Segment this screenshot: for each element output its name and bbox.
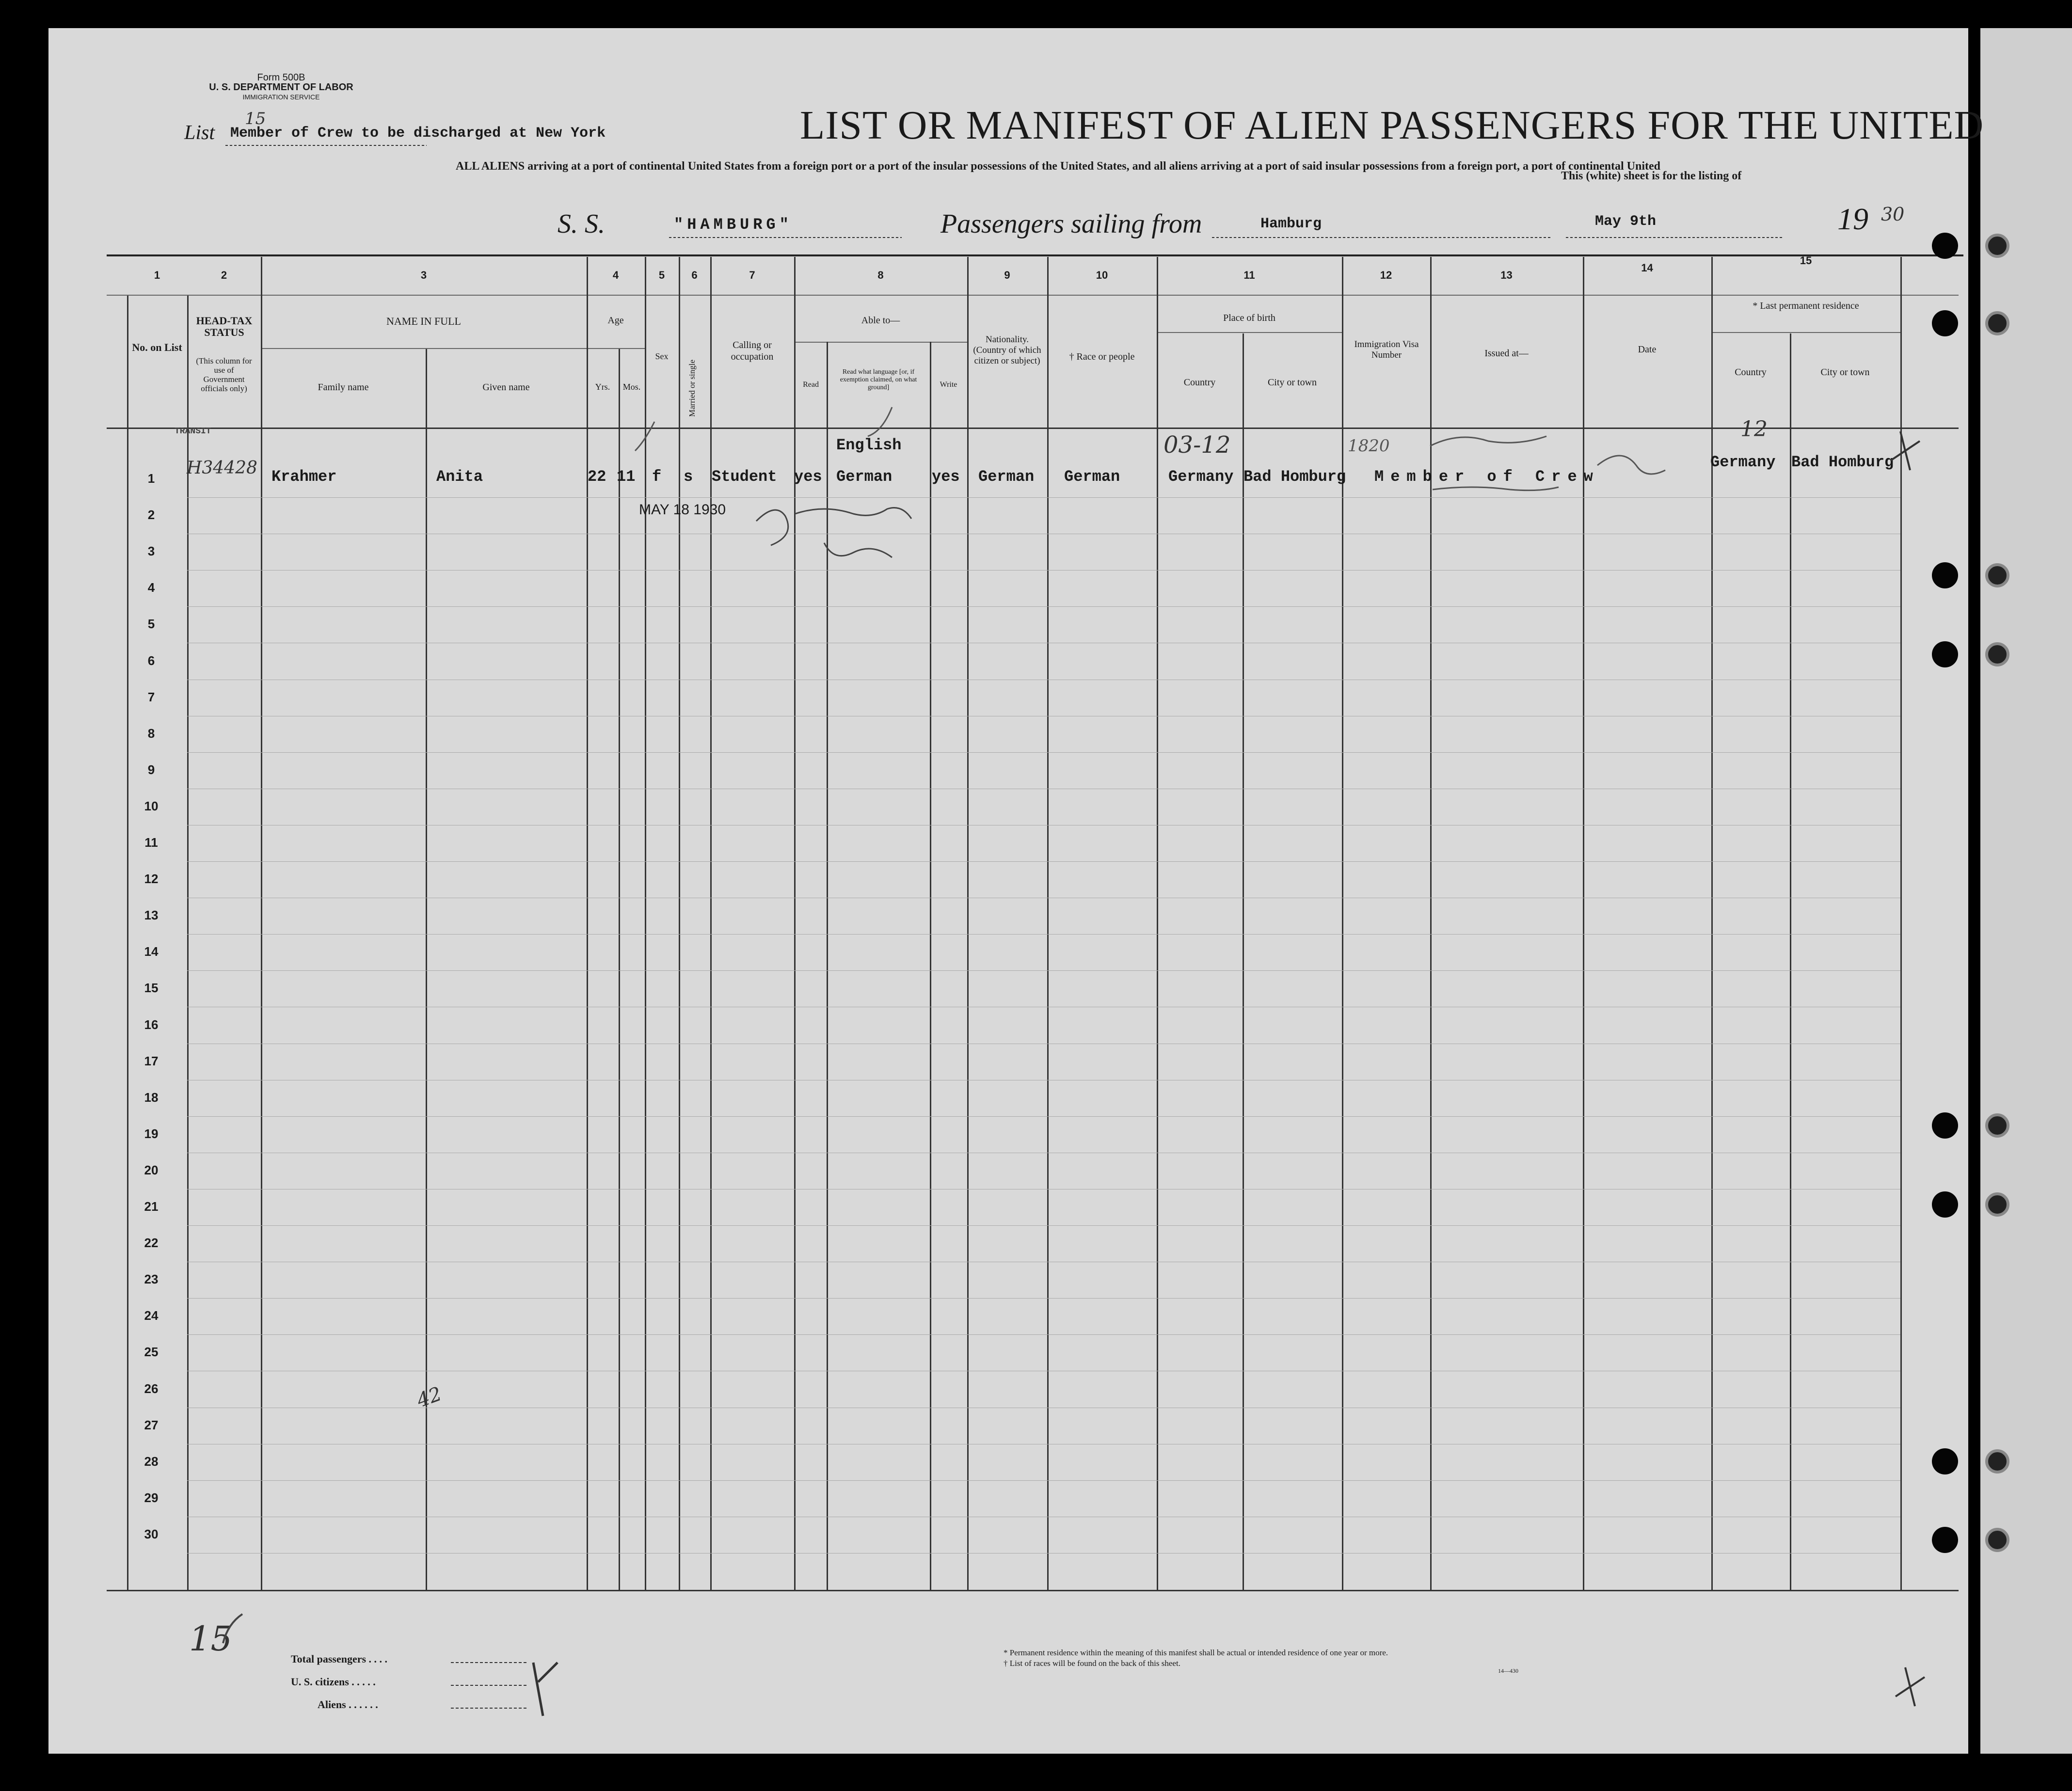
header-birth-city: City or town (1267, 377, 1317, 388)
header-yrs: Yrs. (595, 382, 610, 392)
punch-hole (1932, 1527, 1958, 1553)
left-margin-number: 15 (189, 1619, 233, 1659)
footer-aliens: Aliens . . . . . . (318, 1698, 378, 1711)
header-date: Date (1638, 344, 1657, 355)
form-number: Form 500B (257, 72, 305, 83)
date-stamp: MAY 18 1930 (639, 502, 726, 518)
list-number: 15 (245, 109, 266, 128)
colnum-4: 4 (612, 269, 619, 281)
punch-hole (1985, 311, 2009, 335)
punch-hole (1932, 310, 1958, 336)
colnum-12: 12 (1380, 269, 1392, 281)
header-place-of-birth: Place of birth (1223, 313, 1275, 323)
row-number: 21 (144, 1199, 159, 1214)
nationality-row1: German (978, 468, 1035, 486)
punch-hole (1932, 1112, 1958, 1139)
row-number: 22 (144, 1236, 159, 1250)
marital-row1: s (684, 468, 693, 486)
read-row1: yes (794, 468, 822, 486)
colnum-10: 10 (1096, 269, 1108, 281)
row-number: 17 (144, 1054, 159, 1068)
residence-code: 12 (1740, 417, 1768, 442)
header-sex: Sex (655, 351, 669, 361)
header-able-to: Able to— (861, 315, 900, 326)
ship-name: "HAMBURG" (674, 216, 793, 234)
year-prefix: 19 (1837, 202, 1868, 236)
departure-port: Hamburg (1260, 216, 1322, 232)
header-birth-country: Country (1183, 377, 1216, 388)
header-write: Write (940, 380, 957, 389)
write-row1: yes (932, 468, 960, 486)
punch-hole (1985, 1113, 2009, 1138)
row-number: 10 (144, 799, 159, 813)
header-read-language: Read what language [or, if exemption claimed, on what ground] (840, 368, 917, 391)
note-permanent-residence: * Permanent residence within the meaning of this manifest shall be actual or intended residence of one year or more. (1004, 1648, 1388, 1657)
colnum-1: 1 (154, 269, 160, 281)
occupation-row1: Student (712, 468, 777, 486)
res-city-row1: Bad Homburg (1791, 453, 1894, 471)
head-tax-number: H34428 (187, 458, 257, 478)
punch-hole (1932, 1191, 1958, 1218)
service-name: IMMIGRATION SERVICE (242, 93, 320, 101)
given-name-row1: Anita (436, 468, 483, 486)
row-number: 2 (147, 507, 155, 522)
colnum-3: 3 (420, 269, 427, 281)
header-calling: Calling or occupation (731, 340, 774, 362)
header-mos: Mos. (622, 382, 641, 392)
header-name-in-full: NAME IN FULL (386, 315, 461, 327)
row-number: 29 (144, 1490, 159, 1505)
row-number: 18 (144, 1090, 159, 1105)
colnum-2: 2 (221, 269, 227, 281)
row-number: 13 (144, 908, 159, 922)
us-citizens-label: U. S. citizens (291, 1676, 349, 1688)
colnum-13: 13 (1500, 269, 1513, 281)
sex-row1: f (652, 468, 662, 486)
visa-code: 1820 (1348, 436, 1390, 456)
row-number: 27 (144, 1418, 159, 1432)
punch-hole (1985, 563, 2009, 587)
header-visa-number: Immigration Visa Number (1354, 339, 1419, 360)
header-family-name: Family name (318, 382, 369, 393)
sailing-label: Passengers sailing from (940, 209, 1202, 239)
row-number: 7 (147, 690, 155, 704)
punch-hole (1985, 234, 2009, 258)
department-name: U. S. DEPARTMENT OF LABOR (209, 82, 353, 93)
birth-city-row1: Bad Homburg (1243, 468, 1346, 486)
colnum-15: 15 (1800, 254, 1812, 267)
header-head-tax-note: (This column for use of Government officials only) (196, 356, 252, 393)
row-number: 28 (144, 1454, 159, 1469)
row-number: 5 (147, 617, 155, 631)
row-number: 9 (147, 762, 155, 777)
colnum-7: 7 (749, 269, 755, 281)
age-mos-row1: 11 (617, 468, 636, 486)
margin-number: 42 (414, 1382, 445, 1412)
header-age: Age (607, 315, 624, 326)
birth-country-row1: Germany (1168, 468, 1234, 486)
race-row1: German (1064, 468, 1120, 486)
footer-us-citizens: U. S. citizens . . . . . (291, 1676, 376, 1688)
total-passengers-label: Total passengers (291, 1653, 367, 1665)
punch-hole (1985, 1192, 2009, 1217)
row-number: 25 (144, 1345, 159, 1359)
colnum-5: 5 (658, 269, 665, 281)
ss-label: S. S. (558, 209, 605, 239)
birth-code: 03-12 (1164, 431, 1231, 459)
row-number: 12 (144, 872, 159, 886)
punch-hole (1932, 1448, 1958, 1474)
header-issued-at: Issued at— (1484, 348, 1529, 359)
row-number: 14 (144, 944, 159, 959)
subtitle-line-1: ALL ALIENS arriving at a port of continental United States from a foreign port or a port of the insular possessions of the United States, and all aliens arriving at a port of said insular possessions from a foreign port, a port of continental United (456, 160, 1660, 173)
punch-hole (1932, 641, 1958, 667)
row-number: 19 (144, 1126, 159, 1141)
header-married: Married or single (687, 359, 697, 417)
punch-hole (1985, 1528, 2009, 1552)
punch-hole (1985, 1449, 2009, 1474)
row-number: 24 (144, 1308, 159, 1323)
header-given-name: Given name (482, 382, 530, 393)
row-number: 15 (144, 981, 159, 995)
header-res-country: Country (1735, 367, 1767, 378)
row-number: 16 (144, 1017, 159, 1032)
header-last-residence: * Last permanent residence (1753, 301, 1859, 311)
row-number: 3 (147, 544, 155, 558)
family-name-row1: Krahmer (271, 468, 337, 486)
row-number: 8 (147, 726, 155, 741)
page-title: LIST OR MANIFEST OF ALIEN PASSENGERS FOR THE UNITED (800, 103, 1984, 148)
language-2-row1: German (836, 468, 893, 486)
language-1-row1: English (836, 436, 902, 454)
head-tax-stamp: TRANSIT (175, 427, 211, 436)
row-number: 4 (147, 580, 155, 595)
punch-hole (1932, 233, 1958, 259)
list-value: Member of Crew to be discharged at New York (230, 125, 606, 142)
colnum-9: 9 (1004, 269, 1010, 281)
colnum-14: 14 (1641, 262, 1653, 274)
row-number: 20 (144, 1163, 159, 1177)
row-number: 1 (147, 471, 155, 486)
header-read: Read (803, 380, 819, 389)
visa-row1: Member of Crew (1374, 468, 1600, 486)
header-res-city: City or town (1820, 367, 1870, 378)
row-number: 26 (144, 1381, 159, 1396)
header-head-tax: HEAD-TAX STATUS (196, 315, 253, 338)
year-suffix: 30 (1881, 204, 1905, 225)
footer-total-passengers: Total passengers . . . . (291, 1653, 388, 1665)
colnum-11: 11 (1243, 269, 1255, 281)
list-label: List (184, 122, 215, 144)
header-nationality: Nationality. (Country of which citizen or subject) (973, 334, 1041, 366)
colnum-6: 6 (691, 269, 698, 281)
departure-date: May 9th (1595, 213, 1657, 230)
colnum-8: 8 (877, 269, 884, 281)
punch-hole (1985, 642, 2009, 666)
row-number: 30 (144, 1527, 159, 1541)
note-races: † List of races will be found on the back of this sheet. (1004, 1659, 1180, 1668)
age-yrs-row1: 22 (588, 468, 606, 486)
res-country-row1: Germany (1710, 453, 1776, 471)
row-number: 6 (147, 653, 155, 668)
header-race: † Race or people (1069, 351, 1135, 362)
row-number: 23 (144, 1272, 159, 1286)
form-code: 14—430 (1498, 1667, 1518, 1674)
subtitle-line-2: This (white) sheet is for the listing of (1561, 170, 1742, 182)
header-no-on-list: No. on List (132, 341, 182, 353)
punch-hole (1932, 562, 1958, 588)
aliens-label: Aliens (318, 1698, 346, 1711)
row-number: 11 (144, 835, 158, 850)
